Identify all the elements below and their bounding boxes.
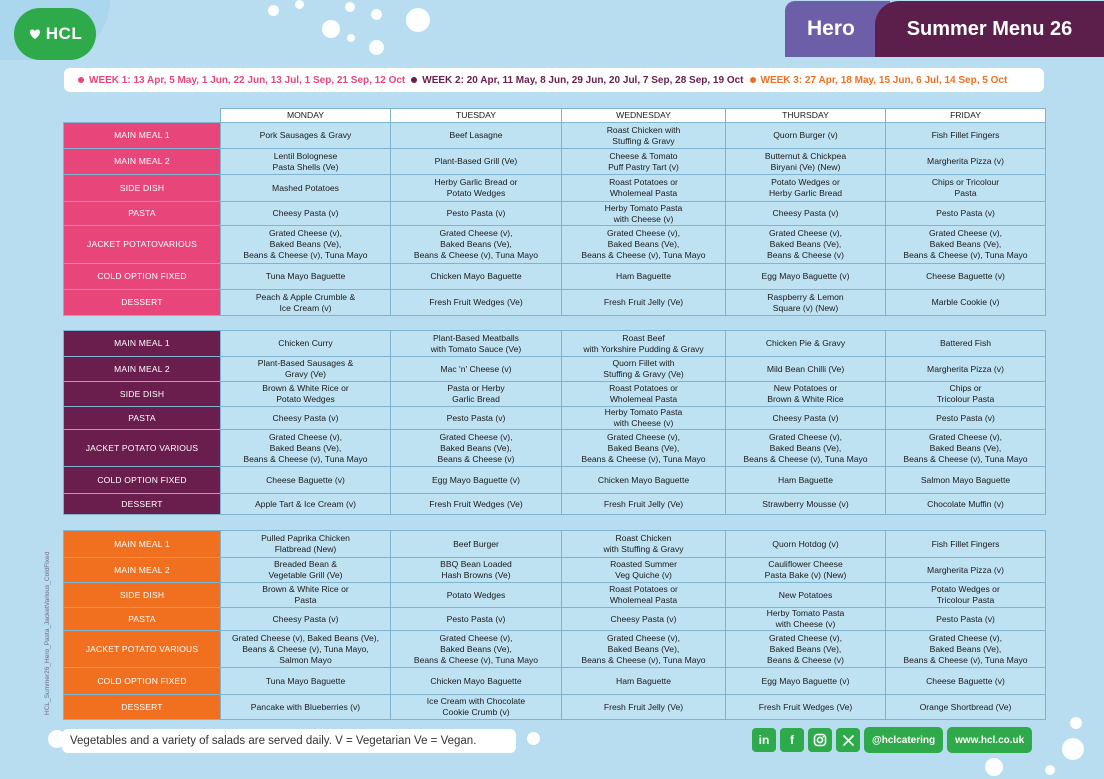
menu-item-cell: Butternut & Chickpea Biryani (Ve) (New): [726, 149, 886, 175]
menu-row: [64, 531, 1046, 558]
menu-item-cell: Chocolate Muffin (v): [886, 494, 1046, 515]
menu-row: [64, 467, 1046, 494]
meal-category-label: JACKET POTATO VARIOUS: [64, 430, 221, 467]
meal-category-label: MAIN MEAL 2: [64, 357, 221, 382]
meal-category-label: JACKET POTATO VARIOUS: [64, 631, 221, 668]
week3-label: WEEK 3:: [760, 74, 803, 86]
week1-dates: [89, 75, 405, 86]
menu-item-cell: Quorn Burger (v): [726, 123, 886, 149]
menu-item-cell: Ice Cream with Chocolate Cookie Crumb (v): [391, 695, 562, 720]
menu-item-cell: Quorn Fillet with Stuffing & Gravy (Ve): [562, 357, 726, 382]
menu-item-cell: Pancake with Blueberries (v): [221, 695, 391, 720]
menu-item-cell: Grated Cheese (v), Baked Beans (Ve), Beans & Cheese (v), Tuna Mayo: [562, 430, 726, 467]
menu-title-tab: [875, 1, 1104, 57]
menu-row: [64, 175, 1046, 202]
decor-bubble: [1070, 717, 1082, 729]
menu-item-cell: Marble Cookie (v): [886, 290, 1046, 316]
menu-item-cell: Plant-Based Grill (Ve): [391, 149, 562, 175]
menu-row: [64, 123, 1046, 149]
menu-row: [64, 202, 1046, 226]
footnote-text: Vegetables and a variety of salads are served daily. V = Vegetarian Ve = Vegan.: [70, 735, 477, 747]
day-header-tuesday: TUESDAY: [391, 109, 562, 123]
decor-bubble: [371, 9, 382, 20]
week3-date-list: 27 Apr, 18 May, 15 Jun, 6 Jul, 14 Sep, 5 Oct: [804, 74, 1008, 86]
menu-item-cell: New Potatoes: [726, 583, 886, 608]
meal-category-label: DESSERT: [64, 494, 221, 515]
week3-dot: [750, 77, 756, 83]
menu-item-cell: Tuna Mayo Baguette: [221, 264, 391, 290]
menu-item-cell: Roast Chicken with Stuffing & Gravy: [562, 123, 726, 149]
menu-item-cell: Salmon Mayo Baguette: [886, 467, 1046, 494]
week1-dot: [78, 77, 84, 83]
meal-category-label: DESSERT: [64, 290, 221, 316]
menu-item-cell: Raspberry & Lemon Square (v) (New): [726, 290, 886, 316]
decor-bubble: [369, 40, 384, 55]
menu-row: [64, 290, 1046, 316]
decor-bubble: [268, 5, 279, 16]
decor-bubble: [406, 8, 430, 32]
decor-bubble: [345, 2, 355, 12]
menu-item-cell: Fresh Fruit Wedges (Ve): [391, 290, 562, 316]
week2-label: WEEK 2:: [422, 74, 464, 86]
hero-label: Hero: [807, 17, 855, 40]
week2-menu-table: [63, 330, 1046, 515]
logo-text: HCL: [45, 24, 83, 43]
menu-item-cell: Brown & White Rice or Pasta: [221, 583, 391, 608]
meal-category-label: MAIN MEAL 2: [64, 149, 221, 175]
menu-item-cell: Mild Bean Chilli (Ve): [726, 357, 886, 382]
menu-item-cell: Grated Cheese (v), Baked Beans (Ve), Beans & Cheese (v), Tuna Mayo: [221, 226, 391, 264]
decor-bubble: [322, 20, 340, 38]
hcl-logo: [14, 8, 96, 60]
menu-item-cell: Fresh Fruit Jelly (Ve): [562, 494, 726, 515]
menu-item-cell: Mac 'n' Cheese (v): [391, 357, 562, 382]
menu-item-cell: Grated Cheese (v), Baked Beans (Ve), Beans & Cheese (v), Tuna Mayo: [391, 631, 562, 668]
menu-item-cell: Roast Potatoes or Wholemeal Pasta: [562, 175, 726, 202]
menu-item-cell: Strawberry Mousse (v): [726, 494, 886, 515]
menu-item-cell: Margherita Pizza (v): [886, 149, 1046, 175]
menu-item-cell: Plant-Based Meatballs with Tomato Sauce (Ve): [391, 331, 562, 357]
menu-item-cell: Grated Cheese (v), Baked Beans (Ve), Beans & Cheese (v), Tuna Mayo: [562, 631, 726, 668]
document-code: HCL_Summer26_Hero_Pasta_JacketVarious_ColdFixed: [44, 551, 51, 715]
menu-item-cell: Fresh Fruit Jelly (Ve): [562, 695, 726, 720]
menu-item-cell: Pesto Pasta (v): [886, 202, 1046, 226]
menu-item-cell: Chips or Tricolour Pasta: [886, 382, 1046, 407]
facebook-icon[interactable]: f: [780, 728, 804, 752]
menu-item-cell: Plant-Based Sausages & Gravy (Ve): [221, 357, 391, 382]
menu-item-cell: Cheesy Pasta (v): [562, 608, 726, 631]
menu-item-cell: Ham Baguette: [562, 264, 726, 290]
menu-item-cell: Brown & White Rice or Potato Wedges: [221, 382, 391, 407]
week1-date-list: 13 Apr, 5 May, 1 Jun, 22 Jun, 13 Jul, 1 Sep, 21 Sep, 12 Oct: [133, 74, 406, 86]
menu-item-cell: Cauliflower Cheese Pasta Bake (v) (New): [726, 558, 886, 583]
menu-item-cell: Herby Tomato Pasta with Cheese (v): [562, 202, 726, 226]
menu-item-cell: Roast Chicken with Stuffing & Gravy: [562, 531, 726, 558]
week2-date-list: 20 Apr, 11 May, 8 Jun, 29 Jun, 20 Jul, 7 Sep, 28 Sep, 19 Oct: [466, 74, 744, 86]
meal-category-label: PASTA: [64, 407, 221, 430]
x-icon[interactable]: [836, 728, 860, 752]
week3-menu-table: [63, 530, 1046, 720]
menu-item-cell: Roast Potatoes or Wholemeal Pasta: [562, 583, 726, 608]
meal-category-label: SIDE DISH: [64, 175, 221, 202]
menu-item-cell: Grated Cheese (v), Baked Beans (Ve), Beans & Cheese (v), Tuna Mayo: [726, 430, 886, 467]
menu-item-cell: Grated Cheese (v), Baked Beans (Ve), Beans & Cheese (v), Tuna Mayo: [221, 430, 391, 467]
meal-category-label: COLD OPTION FIXED: [64, 668, 221, 695]
menu-item-cell: Potato Wedges or Tricolour Pasta: [886, 583, 1046, 608]
menu-row: [64, 226, 1046, 264]
meal-category-label: SIDE DISH: [64, 382, 221, 407]
menu-item-cell: Pesto Pasta (v): [391, 202, 562, 226]
decor-bubble: [1062, 738, 1084, 760]
meal-category-label: MAIN MEAL 1: [64, 123, 221, 149]
decor-bubble: [295, 0, 304, 9]
menu-row: [64, 407, 1046, 430]
menu-item-cell: Fresh Fruit Jelly (Ve): [562, 290, 726, 316]
menu-row: [64, 149, 1046, 175]
menu-item-cell: Grated Cheese (v), Baked Beans (Ve), Beans & Cheese (v): [726, 226, 886, 264]
menu-item-cell: Margherita Pizza (v): [886, 357, 1046, 382]
menu-item-cell: Grated Cheese (v), Baked Beans (Ve), Beans & Cheese (v): [726, 631, 886, 668]
week2-dot: [411, 77, 417, 83]
menu-item-cell: Pulled Paprika Chicken Flatbread (New): [221, 531, 391, 558]
menu-item-cell: Lentil Bolognese Pasta Shells (Ve): [221, 149, 391, 175]
menu-item-cell: Grated Cheese (v), Baked Beans (Ve), Beans & Cheese (v), Tuna Mayo: [562, 226, 726, 264]
menu-row: [64, 583, 1046, 608]
menu-item-cell: Fresh Fruit Wedges (Ve): [391, 494, 562, 515]
menu-row: [64, 608, 1046, 631]
menu-item-cell: Roasted Summer Veg Quiche (v): [562, 558, 726, 583]
menu-item-cell: Pesto Pasta (v): [391, 608, 562, 631]
menu-item-cell: Grated Cheese (v), Baked Beans (Ve), Beans & Cheese (v), Tuna Mayo: [886, 226, 1046, 264]
menu-item-cell: Egg Mayo Baguette (v): [391, 467, 562, 494]
website-link[interactable]: www.hcl.co.uk: [947, 727, 1032, 753]
header-corner: [64, 109, 221, 123]
menu-row: [64, 430, 1046, 467]
menu-item-cell: Ham Baguette: [562, 668, 726, 695]
menu-item-cell: Breaded Bean & Vegetable Grill (Ve): [221, 558, 391, 583]
menu-item-cell: Margherita Pizza (v): [886, 558, 1046, 583]
social-handle-link[interactable]: @hclcatering: [864, 727, 943, 753]
menu-item-cell: Potato Wedges or Herby Garlic Bread: [726, 175, 886, 202]
menu-row: [64, 382, 1046, 407]
meal-category-label: MAIN MEAL 2: [64, 558, 221, 583]
meal-category-label: DESSERT: [64, 695, 221, 720]
menu-item-cell: Quorn Hotdog (v): [726, 531, 886, 558]
social-links: [752, 727, 1032, 753]
meal-category-label: MAIN MEAL 1: [64, 531, 221, 558]
menu-item-cell: Fish Fillet Fingers: [886, 123, 1046, 149]
menu-item-cell: Grated Cheese (v), Baked Beans (Ve), Beans & Cheese (v), Tuna Mayo: [886, 631, 1046, 668]
decor-bubble: [527, 732, 540, 745]
menu-item-cell: Pork Sausages & Gravy: [221, 123, 391, 149]
menu-item-cell: Herby Tomato Pasta with Cheese (v): [726, 608, 886, 631]
menu-item-cell: Egg Mayo Baguette (v): [726, 668, 886, 695]
meal-category-label: JACKET POTATOVARIOUS: [64, 226, 221, 264]
heart-icon: [28, 27, 42, 41]
menu-item-cell: Chicken Pie & Gravy: [726, 331, 886, 357]
menu-item-cell: Herby Garlic Bread or Potato Wedges: [391, 175, 562, 202]
menu-item-cell: Battered Fish: [886, 331, 1046, 357]
menu-item-cell: Egg Mayo Baguette (v): [726, 264, 886, 290]
meal-category-label: PASTA: [64, 202, 221, 226]
menu-row: [64, 668, 1046, 695]
menu-item-cell: Mashed Potatoes: [221, 175, 391, 202]
meal-category-label: COLD OPTION FIXED: [64, 467, 221, 494]
menu-row: [64, 695, 1046, 720]
menu-item-cell: Cheesy Pasta (v): [726, 407, 886, 430]
meal-category-label: PASTA: [64, 608, 221, 631]
meal-category-label: MAIN MEAL 1: [64, 331, 221, 357]
instagram-icon[interactable]: [808, 728, 832, 752]
menu-item-cell: Beef Burger: [391, 531, 562, 558]
menu-row: [64, 494, 1046, 515]
menu-row: [64, 558, 1046, 583]
menu-item-cell: Apple Tart & Ice Cream (v): [221, 494, 391, 515]
menu-item-cell: Grated Cheese (v), Baked Beans (Ve), Beans & Cheese (v): [391, 430, 562, 467]
menu-item-cell: Cheese Baguette (v): [886, 264, 1046, 290]
menu-item-cell: New Potatoes or Brown & White Rice: [726, 382, 886, 407]
menu-item-cell: Grated Cheese (v), Baked Beans (Ve), Beans & Cheese (v), Tuna Mayo, Salmon Mayo: [221, 631, 391, 668]
menu-item-cell: Cheesy Pasta (v): [726, 202, 886, 226]
footnote: [62, 729, 516, 753]
meal-category-label: COLD OPTION FIXED: [64, 264, 221, 290]
menu-item-cell: Pesto Pasta (v): [391, 407, 562, 430]
menu-item-cell: Grated Cheese (v), Baked Beans (Ve), Beans & Cheese (v), Tuna Mayo: [391, 226, 562, 264]
menu-row: [64, 631, 1046, 668]
menu-item-cell: Pesto Pasta (v): [886, 608, 1046, 631]
menu-item-cell: Cheesy Pasta (v): [221, 608, 391, 631]
decor-bubble: [347, 34, 355, 42]
menu-item-cell: Beef Lasagne: [391, 123, 562, 149]
menu-item-cell: Peach & Apple Crumble & Ice Cream (v): [221, 290, 391, 316]
menu-item-cell: Herby Tomato Pasta with Cheese (v): [562, 407, 726, 430]
menu-row: [64, 331, 1046, 357]
week1-menu-table: [63, 108, 1046, 316]
week1-label: WEEK 1:: [89, 74, 131, 86]
meal-category-label: SIDE DISH: [64, 583, 221, 608]
week3-dates: [761, 75, 1008, 86]
menu-item-cell: Cheese & Tomato Puff Pastry Tart (v): [562, 149, 726, 175]
page-title: Summer Menu 26: [906, 17, 1073, 40]
menu-item-cell: Cheesy Pasta (v): [221, 202, 391, 226]
menu-item-cell: Chips or Tricolour Pasta: [886, 175, 1046, 202]
menu-item-cell: BBQ Bean Loaded Hash Browns (Ve): [391, 558, 562, 583]
menu-item-cell: Pesto Pasta (v): [886, 407, 1046, 430]
menu-item-cell: Potato Wedges: [391, 583, 562, 608]
menu-item-cell: Cheese Baguette (v): [886, 668, 1046, 695]
week-dates-bar: [64, 68, 1044, 92]
day-header-row: [64, 109, 1046, 123]
menu-item-cell: Chicken Mayo Baguette: [562, 467, 726, 494]
menu-row: [64, 264, 1046, 290]
menu-item-cell: Chicken Curry: [221, 331, 391, 357]
menu-item-cell: Chicken Mayo Baguette: [391, 668, 562, 695]
menu-item-cell: Cheese Baguette (v): [221, 467, 391, 494]
linkedin-icon[interactable]: in: [752, 728, 776, 752]
day-header-wednesday: WEDNESDAY: [562, 109, 726, 123]
menu-item-cell: Pasta or Herby Garlic Bread: [391, 382, 562, 407]
menu-row: [64, 357, 1046, 382]
menu-item-cell: Fish Fillet Fingers: [886, 531, 1046, 558]
menu-item-cell: Orange Shortbread (Ve): [886, 695, 1046, 720]
menu-item-cell: Grated Cheese (v), Baked Beans (Ve), Beans & Cheese (v), Tuna Mayo: [886, 430, 1046, 467]
menu-item-cell: Ham Baguette: [726, 467, 886, 494]
decor-bubble: [1045, 765, 1055, 775]
menu-item-cell: Fresh Fruit Wedges (Ve): [726, 695, 886, 720]
week2-dates: [422, 75, 743, 86]
menu-item-cell: Roast Beef with Yorkshire Pudding & Gravy: [562, 331, 726, 357]
menu-item-cell: Chicken Mayo Baguette: [391, 264, 562, 290]
menu-item-cell: Cheesy Pasta (v): [221, 407, 391, 430]
menu-item-cell: Tuna Mayo Baguette: [221, 668, 391, 695]
day-header-friday: FRIDAY: [886, 109, 1046, 123]
decor-bubble: [985, 758, 1003, 776]
day-header-thursday: THURSDAY: [726, 109, 886, 123]
menu-item-cell: Roast Potatoes or Wholemeal Pasta: [562, 382, 726, 407]
day-header-monday: MONDAY: [221, 109, 391, 123]
